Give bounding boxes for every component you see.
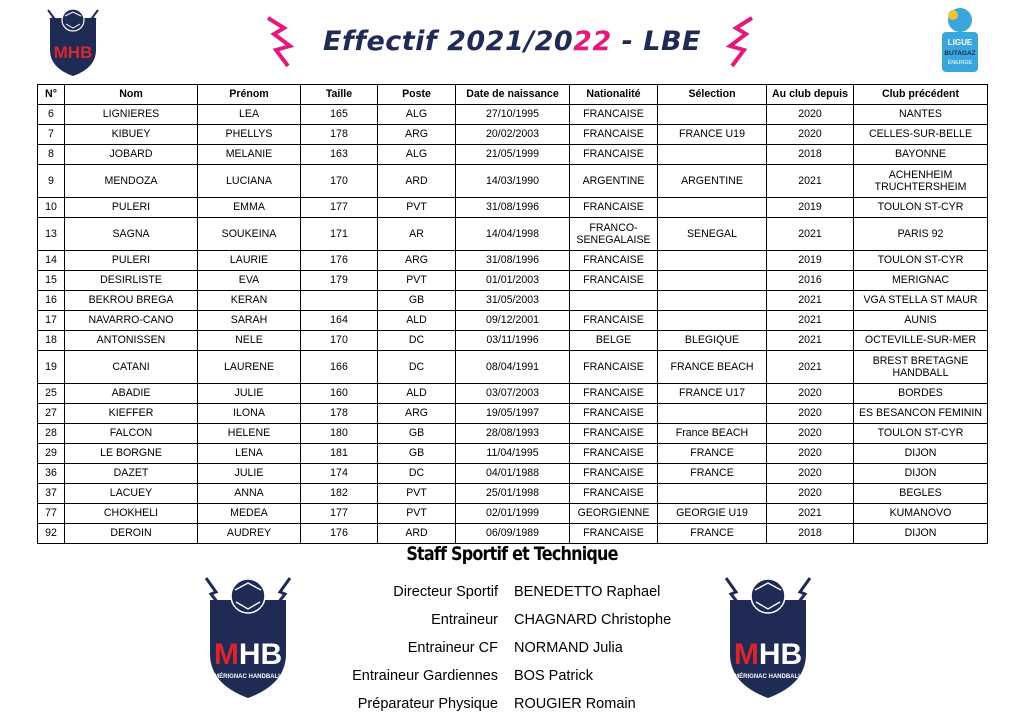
cell-naissance: 01/01/2003 (456, 271, 570, 291)
cell-taille: 178 (301, 404, 378, 424)
cell-prenom: EMMA (198, 198, 301, 218)
staff-role: Entraineur (431, 612, 498, 628)
cell-selection (658, 271, 767, 291)
cell-num: 77 (38, 504, 65, 524)
cell-poste: PVT (378, 198, 456, 218)
cell-naissance: 04/01/1988 (456, 464, 570, 484)
cell-naissance: 08/04/1991 (456, 351, 570, 384)
cell-nom: ANTONISSEN (65, 331, 198, 351)
cell-naissance: 27/10/1995 (456, 105, 570, 125)
roster-body (38, 105, 988, 544)
cell-depuis: 2021 (767, 291, 854, 311)
cell-nationalite: FRANCAISE (570, 464, 658, 484)
cell-club: MERIGNAC (854, 271, 988, 291)
cell-selection (658, 404, 767, 424)
cell-club: NANTES (854, 105, 988, 125)
cell-poste: ARG (378, 125, 456, 145)
table-row (38, 331, 988, 351)
cell-poste: PVT (378, 504, 456, 524)
table-row (38, 165, 988, 198)
cell-naissance: 31/08/1996 (456, 198, 570, 218)
cell-selection: FRANCE (658, 524, 767, 544)
cell-nom: LACUEY (65, 484, 198, 504)
cell-taille: 179 (301, 271, 378, 291)
cell-depuis: 2020 (767, 105, 854, 125)
cell-club: AUNIS (854, 311, 988, 331)
cell-prenom: LENA (198, 444, 301, 464)
cell-club: TOULON ST-CYR (854, 198, 988, 218)
cell-taille (301, 291, 378, 311)
cell-poste: ALD (378, 384, 456, 404)
cell-poste: DC (378, 351, 456, 384)
cell-num: 92 (38, 524, 65, 544)
cell-selection: ARGENTINE (658, 165, 767, 198)
cell-taille: 181 (301, 444, 378, 464)
mhb-crest-left (200, 572, 296, 702)
cell-prenom: EVA (198, 271, 301, 291)
cell-poste: ARG (378, 404, 456, 424)
cell-nom: JOBARD (65, 145, 198, 165)
cell-poste: DC (378, 464, 456, 484)
cell-nationalite: FRANCAISE (570, 524, 658, 544)
staff-row (300, 662, 740, 690)
cell-selection (658, 251, 767, 271)
cell-depuis: 2016 (767, 271, 854, 291)
col-header-selection: Sélection (658, 85, 767, 105)
staff-row (300, 606, 740, 634)
cell-naissance: 20/02/2003 (456, 125, 570, 145)
cell-depuis: 2021 (767, 504, 854, 524)
cell-nationalite: FRANCAISE (570, 125, 658, 145)
table-row (38, 271, 988, 291)
cell-taille: 163 (301, 145, 378, 165)
cell-nationalite: ARGENTINE (570, 165, 658, 198)
cell-selection (658, 198, 767, 218)
cell-selection: BLEGIQUE (658, 331, 767, 351)
cell-depuis: 2021 (767, 351, 854, 384)
cell-club: DIJON (854, 464, 988, 484)
staff-name: ROUGIER Romain (514, 696, 636, 712)
cell-naissance: 14/03/1990 (456, 165, 570, 198)
table-row (38, 464, 988, 484)
cell-depuis: 2018 (767, 145, 854, 165)
cell-nom: MENDOZA (65, 165, 198, 198)
cell-club: VGA STELLA ST MAUR (854, 291, 988, 311)
cell-club: TOULON ST-CYR (854, 424, 988, 444)
cell-taille: 178 (301, 125, 378, 145)
col-header-naissance: Date de naissance (456, 85, 570, 105)
cell-selection: SENEGAL (658, 218, 767, 251)
staff-title: Staff Sportif et Technique (406, 542, 618, 565)
cell-poste: ARG (378, 251, 456, 271)
cell-club: PARIS 92 (854, 218, 988, 251)
col-header-club: Club précédent (854, 85, 988, 105)
col-header-prenom: Prénom (198, 85, 301, 105)
cell-nom: PULERI (65, 251, 198, 271)
cell-taille: 177 (301, 504, 378, 524)
cell-nationalite: GEORGIENNE (570, 504, 658, 524)
cell-depuis: 2020 (767, 424, 854, 444)
cell-prenom: JULIE (198, 384, 301, 404)
cell-prenom: HELENE (198, 424, 301, 444)
staff-name: CHAGNARD Christophe (514, 612, 672, 628)
cell-prenom: PHELLYS (198, 125, 301, 145)
cell-nationalite: FRANCAISE (570, 484, 658, 504)
cell-club: ACHENHEIM TRUCHTERSHEIM (854, 165, 988, 198)
cell-naissance: 09/12/2001 (456, 311, 570, 331)
cell-club: ES BESANCON FEMININ (854, 404, 988, 424)
cell-prenom: LAURENE (198, 351, 301, 384)
cell-naissance: 31/08/1996 (456, 251, 570, 271)
cell-club: BREST BRETAGNE HANDBALL (854, 351, 988, 384)
cell-club: TOULON ST-CYR (854, 251, 988, 271)
mhb-crest-right (720, 572, 816, 702)
cell-nationalite: FRANCAISE (570, 145, 658, 165)
table-row (38, 384, 988, 404)
cell-nationalite: FRANCAISE (570, 271, 658, 291)
cell-selection: FRANCE BEACH (658, 351, 767, 384)
cell-club: OCTEVILLE-SUR-MER (854, 331, 988, 351)
crest-caption: MÉRIGNAC HANDBALL (214, 674, 282, 680)
cell-club: KUMANOVO (854, 504, 988, 524)
cell-nom: PULERI (65, 198, 198, 218)
cell-nom: KIBUEY (65, 125, 198, 145)
cell-nom: KIEFFER (65, 404, 198, 424)
cell-num: 18 (38, 331, 65, 351)
col-header-depuis: Au club depuis (767, 85, 854, 105)
staff-row (300, 690, 740, 718)
cell-nationalite: FRANCAISE (570, 444, 658, 464)
cell-naissance: 02/01/1999 (456, 504, 570, 524)
cell-prenom: MELANIE (198, 145, 301, 165)
cell-poste: ALD (378, 311, 456, 331)
cell-num: 8 (38, 145, 65, 165)
cell-naissance: 06/09/1989 (456, 524, 570, 544)
cell-nom: CATANI (65, 351, 198, 384)
cell-taille: 182 (301, 484, 378, 504)
table-row (38, 105, 988, 125)
cell-taille: 176 (301, 524, 378, 544)
cell-nationalite: FRANCAISE (570, 424, 658, 444)
table-row (38, 125, 988, 145)
col-header-poste: Poste (378, 85, 456, 105)
cell-nationalite (570, 291, 658, 311)
cell-depuis: 2020 (767, 384, 854, 404)
svg-text:BUTAGAZ: BUTAGAZ (944, 50, 976, 57)
staff-role: Entraineur CF (407, 640, 498, 656)
cell-naissance: 31/05/2003 (456, 291, 570, 311)
table-row (38, 251, 988, 271)
cell-selection: FRANCE U19 (658, 125, 767, 145)
cell-num: 7 (38, 125, 65, 145)
cell-nationalite: FRANCAISE (570, 404, 658, 424)
cell-nationalite: BELGE (570, 331, 658, 351)
table-row (38, 484, 988, 504)
cell-taille: 174 (301, 464, 378, 484)
cell-num: 29 (38, 444, 65, 464)
cell-num: 10 (38, 198, 65, 218)
cell-num: 28 (38, 424, 65, 444)
cell-prenom: ANNA (198, 484, 301, 504)
cell-nationalite: FRANCAISE (570, 311, 658, 331)
cell-depuis: 2020 (767, 444, 854, 464)
cell-nationalite: FRANCAISE (570, 384, 658, 404)
cell-num: 27 (38, 404, 65, 424)
cell-club: DIJON (854, 524, 988, 544)
staff-list (300, 578, 740, 718)
cell-taille: 170 (301, 165, 378, 198)
cell-poste: ARD (378, 524, 456, 544)
cell-depuis: 2021 (767, 218, 854, 251)
cell-taille: 177 (301, 198, 378, 218)
cell-selection (658, 145, 767, 165)
cell-num: 9 (38, 165, 65, 198)
cell-naissance: 21/05/1999 (456, 145, 570, 165)
cell-prenom: LUCIANA (198, 165, 301, 198)
cell-poste: GB (378, 424, 456, 444)
col-header-nationalite: Nationalité (570, 85, 658, 105)
cell-taille: 180 (301, 424, 378, 444)
cell-poste: ALG (378, 105, 456, 125)
staff-name: NORMAND Julia (514, 640, 623, 656)
cell-selection: GEORGIE U19 (658, 504, 767, 524)
cell-naissance: 25/01/1998 (456, 484, 570, 504)
cell-nationalite: FRANCAISE (570, 198, 658, 218)
cell-nationalite: FRANCO-SENEGALAISE (570, 218, 658, 251)
cell-nom: DEROIN (65, 524, 198, 544)
cell-selection (658, 484, 767, 504)
cell-num: 37 (38, 484, 65, 504)
cell-prenom: JULIE (198, 464, 301, 484)
cell-nom: BEKROU BREGA (65, 291, 198, 311)
table-row (38, 145, 988, 165)
cell-num: 25 (38, 384, 65, 404)
cell-nom: FALCON (65, 424, 198, 444)
cell-poste: DC (378, 331, 456, 351)
cell-nom: CHOKHELI (65, 504, 198, 524)
staff-role: Préparateur Physique (357, 696, 498, 712)
cell-depuis: 2021 (767, 331, 854, 351)
cell-num: 14 (38, 251, 65, 271)
table-row (38, 424, 988, 444)
cell-poste: GB (378, 291, 456, 311)
cell-nom: LE BORGNE (65, 444, 198, 464)
roster-table (37, 84, 988, 544)
cell-depuis: 2021 (767, 165, 854, 198)
cell-depuis: 2019 (767, 198, 854, 218)
svg-text:ÉNERGIE: ÉNERGIE (947, 60, 973, 66)
cell-poste: AR (378, 218, 456, 251)
cell-depuis: 2020 (767, 125, 854, 145)
cell-nom: DAZET (65, 464, 198, 484)
cell-poste: ALG (378, 145, 456, 165)
table-row (38, 444, 988, 464)
cell-nom: NAVARRO-CANO (65, 311, 198, 331)
cell-prenom: MEDEA (198, 504, 301, 524)
cell-club: BAYONNE (854, 145, 988, 165)
cell-nationalite: FRANCAISE (570, 105, 658, 125)
cell-nom: ABADIE (65, 384, 198, 404)
cell-num: 19 (38, 351, 65, 384)
cell-num: 16 (38, 291, 65, 311)
cell-poste: GB (378, 444, 456, 464)
staff-name: BOS Patrick (514, 668, 593, 684)
cell-taille: 166 (301, 351, 378, 384)
staff-role: Entraineur Gardiennes (352, 668, 498, 684)
cell-club: CELLES-SUR-BELLE (854, 125, 988, 145)
cell-poste: PVT (378, 271, 456, 291)
cell-club: BORDES (854, 384, 988, 404)
cell-prenom: KERAN (198, 291, 301, 311)
cell-taille: 171 (301, 218, 378, 251)
cell-taille: 170 (301, 331, 378, 351)
table-row (38, 404, 988, 424)
cell-depuis: 2018 (767, 524, 854, 544)
table-row (38, 524, 988, 544)
staff-role: Directeur Sportif (393, 584, 498, 600)
col-header-num: N° (38, 85, 65, 105)
cell-poste: ARD (378, 165, 456, 198)
staff-row (300, 578, 740, 606)
cell-prenom: ILONA (198, 404, 301, 424)
cell-depuis: 2019 (767, 251, 854, 271)
cell-naissance: 14/04/1998 (456, 218, 570, 251)
cell-selection (658, 105, 767, 125)
table-row (38, 311, 988, 331)
cell-depuis: 2020 (767, 464, 854, 484)
cell-depuis: 2020 (767, 404, 854, 424)
cell-taille: 165 (301, 105, 378, 125)
cell-naissance: 03/07/2003 (456, 384, 570, 404)
cell-depuis: 2020 (767, 484, 854, 504)
col-header-nom: Nom (65, 85, 198, 105)
table-row (38, 218, 988, 251)
cell-club: DIJON (854, 444, 988, 464)
crest-caption: MÉRIGNAC HANDBALL (734, 674, 802, 680)
svg-text:LIGUE: LIGUE (947, 38, 973, 47)
cell-taille: 164 (301, 311, 378, 331)
cell-prenom: SARAH (198, 311, 301, 331)
cell-depuis: 2021 (767, 311, 854, 331)
table-row (38, 504, 988, 524)
cell-nationalite: FRANCAISE (570, 351, 658, 384)
staff-name: BENEDETTO Raphael (514, 584, 661, 600)
cell-prenom: NELE (198, 331, 301, 351)
cell-num: 17 (38, 311, 65, 331)
cell-taille: 176 (301, 251, 378, 271)
cell-naissance: 19/05/1997 (456, 404, 570, 424)
cell-selection: FRANCE U17 (658, 384, 767, 404)
cell-naissance: 03/11/1996 (456, 331, 570, 351)
page-title: Effectif 2021/2022 - LBE (323, 26, 701, 57)
cell-prenom: LAURIE (198, 251, 301, 271)
cell-prenom: LEA (198, 105, 301, 125)
cell-taille: 160 (301, 384, 378, 404)
svg-text:MHB: MHB (733, 638, 803, 671)
cell-selection: France BEACH (658, 424, 767, 444)
ligue-butagaz-logo (936, 4, 984, 80)
cell-num: 6 (38, 105, 65, 125)
cell-selection: FRANCE (658, 444, 767, 464)
cell-nom: LIGNIERES (65, 105, 198, 125)
table-row (38, 291, 988, 311)
cell-nationalite: FRANCAISE (570, 251, 658, 271)
svg-text:MHB: MHB (213, 638, 283, 671)
cell-naissance: 11/04/1995 (456, 444, 570, 464)
table-header-row (38, 85, 988, 105)
cell-nom: SAGNA (65, 218, 198, 251)
cell-num: 15 (38, 271, 65, 291)
cell-prenom: SOUKEINA (198, 218, 301, 251)
cell-selection (658, 311, 767, 331)
cell-selection: FRANCE (658, 464, 767, 484)
cell-num: 36 (38, 464, 65, 484)
table-row (38, 351, 988, 384)
staff-row (300, 634, 740, 662)
cell-selection (658, 291, 767, 311)
col-header-taille: Taille (301, 85, 378, 105)
cell-num: 13 (38, 218, 65, 251)
cell-prenom: AUDREY (198, 524, 301, 544)
cell-poste: PVT (378, 484, 456, 504)
logo-m-letter: MHB (53, 43, 93, 62)
cell-club: BEGLES (854, 484, 988, 504)
cell-nom: DESIRLISTE (65, 271, 198, 291)
table-row (38, 198, 988, 218)
cell-naissance: 28/08/1993 (456, 424, 570, 444)
